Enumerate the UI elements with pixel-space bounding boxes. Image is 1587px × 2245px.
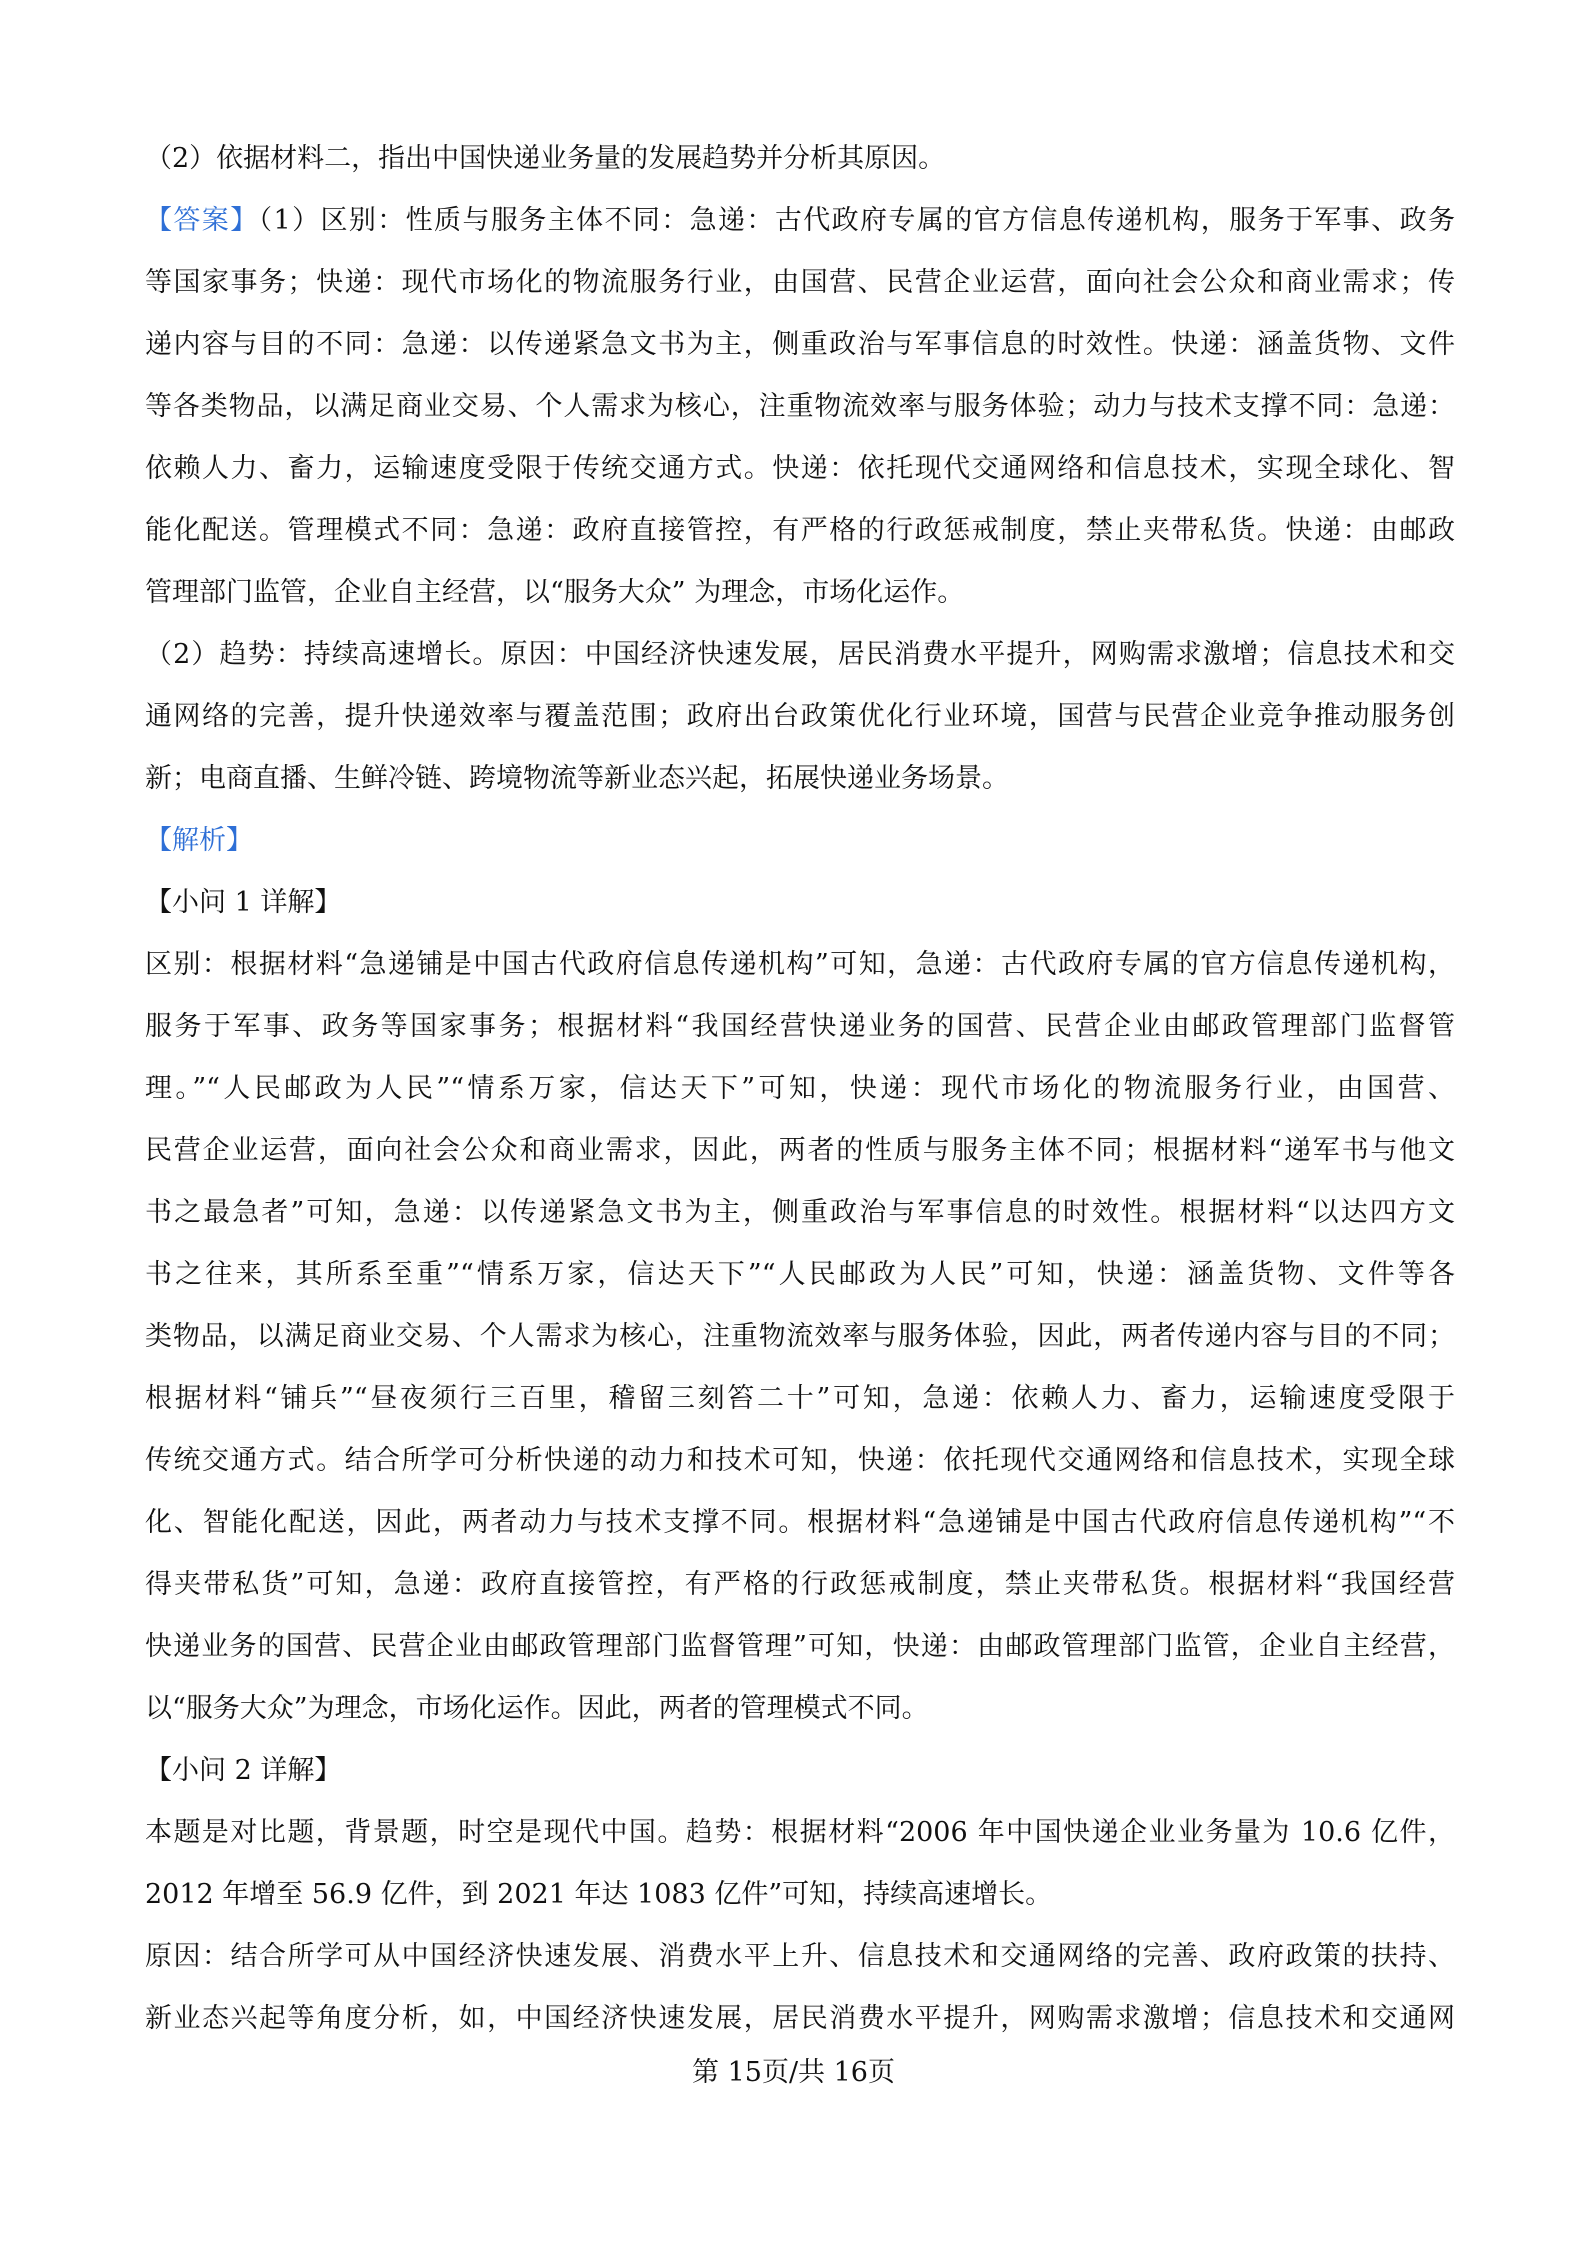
- reason-paragraph: [145, 1926, 1455, 2050]
- answer-part-1: [145, 190, 1455, 624]
- answer-line: 管理部门监管，企业自主经营，以“服务大众” 为理念，市场化运作。: [145, 577, 965, 608]
- detail-line: 原因：结合所学可从中国经济快速发展、消费水平上升、信息技术和交通网络的完善、政府政策的扶持、: [145, 1941, 1455, 1972]
- detail-line: 以“服务大众”为理念，市场化运作。因此，两者的管理模式不同。: [145, 1693, 929, 1724]
- detail-line: 化、智能化配送，因此，两者动力与技术支撑不同。根据材料“急递铺是中国古代政府信息传递机构”“不: [145, 1507, 1455, 1538]
- detail-line: 得夹带私货”可知，急递：政府直接管控，有严格的行政惩戒制度，禁止夹带私货。根据材料“我国经营: [145, 1569, 1455, 1600]
- answer-line: 新；电商直播、生鲜冷链、跨境物流等新业态兴起，拓展快递业务场景。: [145, 763, 1009, 794]
- sub-question-1-heading: [145, 872, 1455, 934]
- detail-line: 书之往来，其所系至重”“情系万家，信达天下”“人民邮政为人民”可知，快递：涵盖货物、文件等各: [145, 1259, 1455, 1290]
- answer-tag: 【答案】: [145, 205, 259, 236]
- answer-line: 【答案】（1）区别：性质与服务主体不同：急递：古代政府专属的官方信息传递机构，服务于军事、政务: [145, 205, 1455, 236]
- question-2-text: （2）依据材料二，指出中国快递业务量的发展趋势并分析其原因。: [145, 143, 946, 174]
- question-2: [145, 128, 1455, 190]
- analysis-tag: 【解析】: [145, 825, 253, 856]
- answer-line: 等国家事务；快递：现代市场化的物流服务行业，由国营、民营企业运营，面向社会公众和商业需求；传: [145, 267, 1455, 298]
- sub1-heading-text: 【小问 1 详解】: [145, 887, 342, 918]
- answer-line: 依赖人力、畜力，运输速度受限于传统交通方式。快递：依托现代交通网络和信息技术，实现全球化、智: [145, 453, 1455, 484]
- detail-line: 类物品，以满足商业交易、个人需求为核心，注重物流效率与服务体验，因此，两者传递内容与目的不同；: [145, 1321, 1455, 1352]
- answer-line: 能化配送。管理模式不同：急递：政府直接管控，有严格的行政惩戒制度，禁止夹带私货。快递：由邮政: [145, 515, 1455, 546]
- answer-line: 等各类物品，以满足商业交易、个人需求为核心，注重物流效率与服务体验；动力与技术支撑不同：急递：: [145, 391, 1455, 422]
- detail-line: 2012 年增至 56.9 亿件，到 2021 年达 1083 亿件”可知，持续高速增长。: [145, 1879, 1053, 1910]
- detail-line: 书之最急者”可知，急递：以传递紧急文书为主，侧重政治与军事信息的时效性。根据材料“以达四方文: [145, 1197, 1455, 1228]
- detail-line: 快递业务的国营、民营企业由邮政管理部门监督管理”可知，快递：由邮政管理部门监管，企业自主经营，: [145, 1631, 1455, 1662]
- detail-line: 新业态兴起等角度分析，如，中国经济快速发展，居民消费水平提升，网购需求激增；信息技术和交通网: [145, 2003, 1455, 2034]
- sub2-heading-text: 【小问 2 详解】: [145, 1755, 342, 1786]
- detail-line: 传统交通方式。结合所学可分析快递的动力和技术可知，快递：依托现代交通网络和信息技术，实现全球: [145, 1445, 1455, 1476]
- sub-question-2-heading: [145, 1740, 1455, 1802]
- detail-line: 本题是对比题，背景题，时空是现代中国。趋势：根据材料“2006 年中国快递企业业务量为 10.6 亿件，: [145, 1817, 1455, 1848]
- detail-line: 根据材料“铺兵”“昼夜须行三百里，稽留三刻笞二十”可知，急递：依赖人力、畜力，运输速度受限于: [145, 1383, 1455, 1414]
- answer-part-2: [145, 624, 1455, 810]
- answer-line: 递内容与目的不同：急递：以传递紧急文书为主，侧重政治与军事信息的时效性。快递：涵盖货物、文件: [145, 329, 1455, 360]
- detail-line: 理。”“人民邮政为人民”“情系万家，信达天下”可知，快递：现代市场化的物流服务行业，由国营、: [145, 1073, 1455, 1104]
- sub-question-2-detail: [145, 1802, 1455, 1926]
- answer-line: 通网络的完善，提升快递效率与覆盖范围；政府出台政策优化行业环境，国营与民营企业竞争推动服务创: [145, 701, 1455, 732]
- analysis-heading: [145, 810, 1455, 872]
- detail-line: 区别：根据材料“急递铺是中国古代政府信息传递机构”可知，急递：古代政府专属的官方信息传递机构，: [145, 949, 1455, 980]
- document-body: [145, 128, 1455, 2050]
- detail-line: 服务于军事、政务等国家事务；根据材料“我国经营快递业务的国营、民营企业由邮政管理部门监督管: [145, 1011, 1455, 1042]
- sub-question-1-detail: [145, 934, 1455, 1740]
- page-number: 第 15页/共 16页: [692, 2057, 895, 2088]
- detail-line: 民营企业运营，面向社会公众和商业需求，因此，两者的性质与服务主体不同；根据材料“递军书与他文: [145, 1135, 1455, 1166]
- answer-line: （2）趋势：持续高速增长。原因：中国经济快速发展，居民消费水平提升，网购需求激增；信息技术和交: [145, 639, 1455, 670]
